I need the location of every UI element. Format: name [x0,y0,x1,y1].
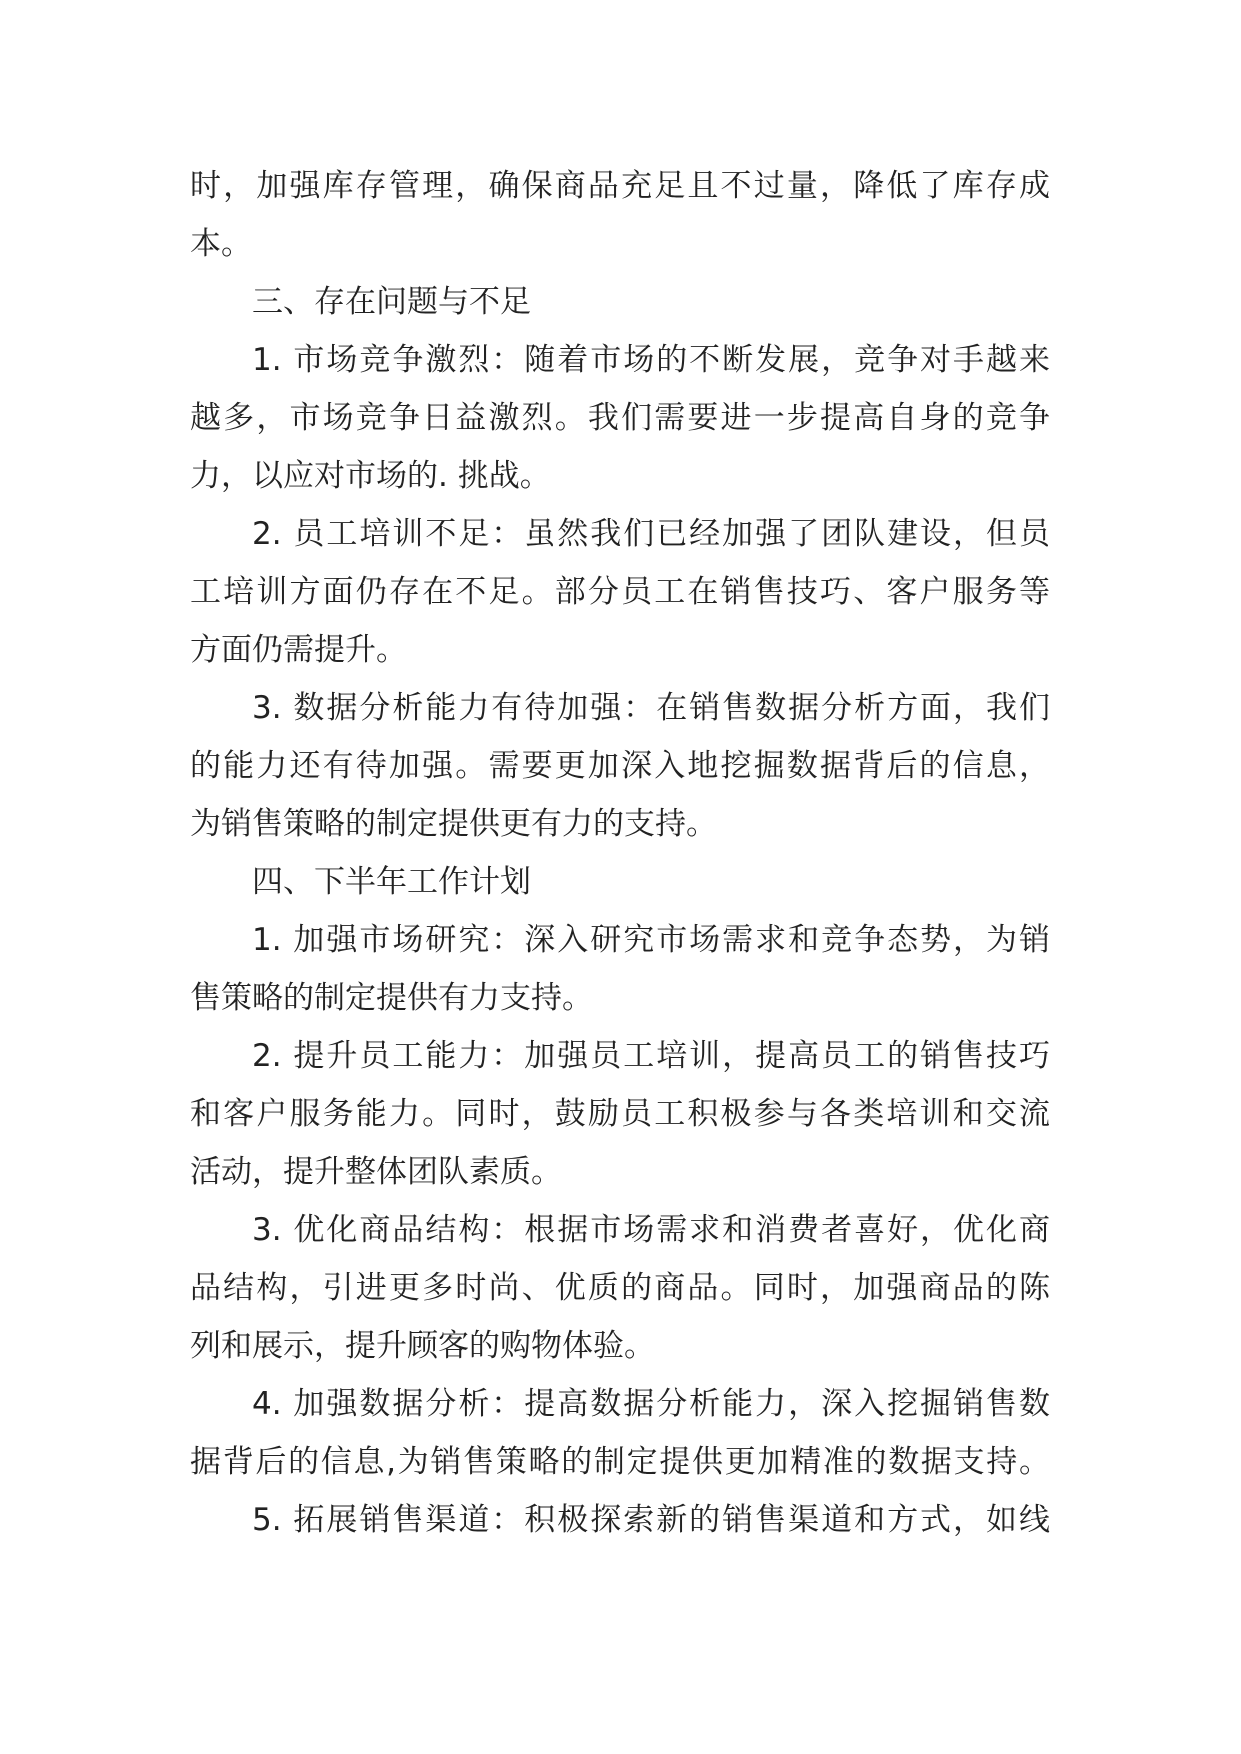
text-line: 时，加强库存管理，确保商品充足且不过量，降低了库存成 [190,168,1050,204]
text-line: 为销售策略的制定提供更有力的支持。 [190,806,717,842]
text-line: 列和展示，提升顾客的购物体验。 [190,1328,655,1364]
text-line: 品结构，引进更多时尚、优质的商品。同时，加强商品的陈 [190,1270,1050,1306]
text-line: 工培训方面仍存在不足。部分员工在销售技巧、客户服务等 [190,574,1050,610]
text-line: 越多，市场竞争日益激烈。我们需要进一步提高自身的竞争 [190,400,1050,436]
text-line: 售策略的制定提供有力支持。 [190,980,593,1016]
text-line: 方面仍需提升。 [190,632,407,668]
text-line: 2. 提升员工能力：加强员工培训，提高员工的销售技巧 [252,1038,1050,1074]
text-line: 3. 数据分析能力有待加强：在销售数据分析方面，我们 [252,690,1050,726]
document-body [190,157,1050,1549]
text-line: 4. 加强数据分析：提高数据分析能力，深入挖掘销售数 [252,1386,1050,1422]
text-line: 活动，提升整体团队素质。 [190,1154,562,1190]
text-line: 1. 市场竞争激烈：随着市场的不断发展，竞争对手越来 [252,342,1050,378]
text-line: 2. 员工培训不足：虽然我们已经加强了团队建设，但员 [252,516,1050,552]
text-line: 1. 加强市场研究：深入研究市场需求和竞争态势，为销 [252,922,1050,958]
text-line: 的能力还有待加强。需要更加深入地挖掘数据背后的信息， [190,748,1050,784]
section-heading: 三、存在问题与不足 [252,284,531,320]
text-line: 3. 优化商品结构：根据市场需求和消费者喜好，优化商 [252,1212,1050,1248]
text-line: 本。 [190,226,252,262]
text-line: 力，以应对市场的. 挑战。 [190,458,551,494]
text-line: 和客户服务能力。同时，鼓励员工积极参与各类培训和交流 [190,1096,1050,1132]
text-line: 据背后的信息,为销售策略的制定提供更加精准的数据支持。 [190,1444,1050,1480]
section-heading: 四、下半年工作计划 [252,864,531,900]
text-line: 5. 拓展销售渠道：积极探索新的销售渠道和方式，如线 [252,1502,1050,1538]
